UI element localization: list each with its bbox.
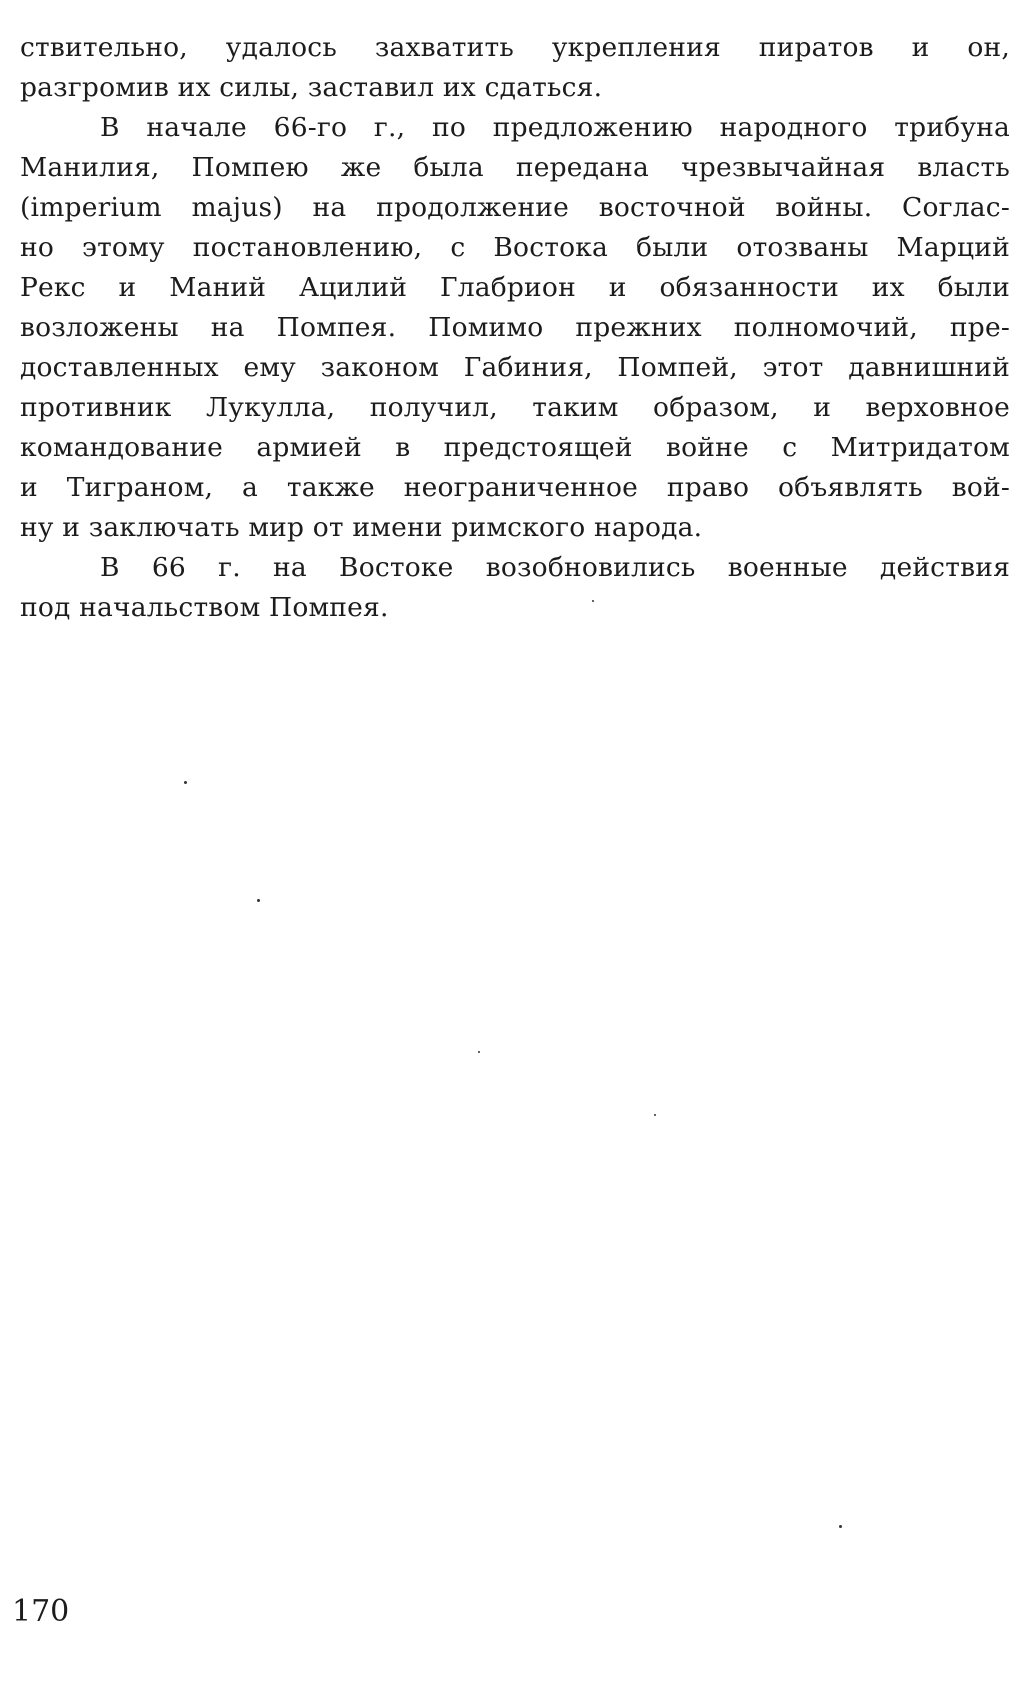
- text-line: В 66 г. на Востоке возобновились военные действия: [100, 552, 1010, 583]
- text-line: ствительно, удалось захватить укрепления пиратов и он,: [20, 32, 1010, 63]
- scan-speck: [654, 1114, 656, 1116]
- text-line: разгромив их силы, заставил их сдаться.: [20, 72, 603, 103]
- text-line: и Тиграном, а также неограниченное право объявлять вой-: [20, 472, 1010, 503]
- text-line: ну и заключать мир от имени римского народа.: [20, 512, 703, 543]
- body-text: [20, 28, 1010, 628]
- text-line: под начальством Помпея.: [20, 592, 389, 623]
- scan-speck: [592, 600, 594, 602]
- text-line: но этому постановлению, с Востока были отозваны Марций: [20, 232, 1010, 263]
- text-line: противник Лукулла, получил, таким образом, и верховное: [20, 392, 1010, 423]
- scan-speck: [839, 1525, 842, 1528]
- text-line: Манилия, Помпею же была передана чрезвычайная власть: [20, 152, 1010, 183]
- text-line: В начале 66-го г., по предложению народного трибуна: [100, 112, 1010, 143]
- text-line: доставленных ему законом Габиния, Помпей, этот давнишний: [20, 352, 1010, 383]
- text-line: (imperium majus) на продолжение восточной войны. Соглас-: [20, 192, 1010, 223]
- scan-speck: [184, 781, 187, 784]
- scan-speck: [478, 1051, 480, 1053]
- text-line: Рекс и Маний Ацилий Глабрион и обязанности их были: [20, 272, 1010, 303]
- page-number: 170: [12, 1594, 70, 1629]
- text-line: возложены на Помпея. Помимо прежних полномочий, пре-: [20, 312, 1010, 343]
- scan-speck: [257, 899, 260, 902]
- text-line: командование армией в предстоящей войне с Митридатом: [20, 432, 1010, 463]
